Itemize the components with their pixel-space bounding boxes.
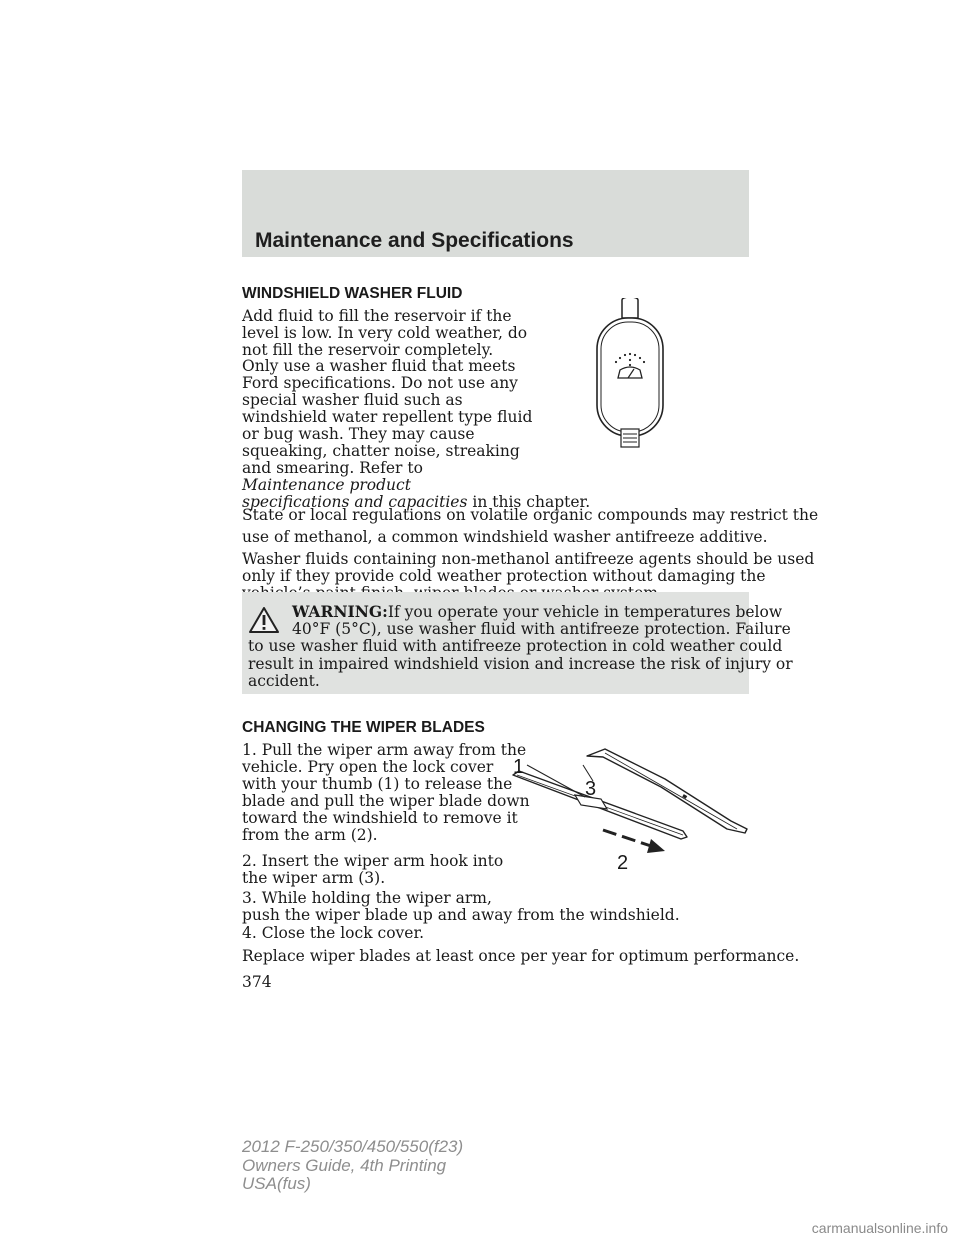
wiper-closing-text <box>242 948 799 965</box>
cross-reference-text: Maintenance product <box>242 476 411 494</box>
text-line: 1. Pull the wiper arm away from the <box>242 741 527 759</box>
text-line: accident. <box>248 671 320 690</box>
text-line: 40°F (5°C), use washer fluid with antifreeze protection. Failure <box>292 620 791 639</box>
text-line: with your thumb (1) to release the <box>242 775 513 793</box>
text-line: toward the windshield to remove it <box>242 809 518 827</box>
text-line: level is low. In very cold weather, do <box>242 324 528 342</box>
watermark: carmanualsonline.info <box>811 1220 948 1236</box>
text-line: only if they provide cold weather protection without damaging the <box>242 567 766 585</box>
wiper-step-4 <box>242 925 424 942</box>
footer-model-code: (f23) <box>428 1137 464 1156</box>
warning-text <box>248 602 793 690</box>
callout-1: 1 <box>513 756 525 778</box>
text-line: and smearing. Refer to <box>242 459 423 477</box>
text-line <box>248 602 783 621</box>
direction-arrow-icon <box>603 830 665 853</box>
text-line: or bug wash. They may cause <box>242 425 475 443</box>
warning-label: WARNING: <box>292 602 388 621</box>
cross-reference-text: specifications and capacities <box>242 493 468 511</box>
text-line: special washer fluid such as <box>242 391 463 409</box>
washer-para-3 <box>242 507 818 546</box>
text-line: push the wiper blade up and away from the windshield. <box>242 906 680 924</box>
text-line: vehicle. Pry open the lock cover <box>242 758 494 776</box>
wiper-step-1 <box>242 742 530 844</box>
text-line: 3. While holding the wiper arm, <box>242 889 492 907</box>
text-line: Only use a washer fluid that meets <box>242 357 516 375</box>
washer-para-2 <box>242 358 590 511</box>
text-fragment: in this chapter. <box>472 493 591 511</box>
callout-2: 2 <box>617 852 629 874</box>
text-line: not fill the reservoir completely. <box>242 341 494 359</box>
footer-line <box>242 1175 463 1194</box>
text-line: Ford specifications. Do not use any <box>242 374 518 392</box>
text-line: State or local regulations on volatile organic compounds may restrict the <box>242 506 819 524</box>
section-title: Maintenance and Specifications <box>255 229 574 252</box>
washer-para-1 <box>242 308 527 359</box>
footer-region: USA <box>242 1174 277 1193</box>
footer-model: 2012 F-250/350/450/550 <box>242 1137 429 1156</box>
wiper-blade-figure <box>505 745 755 875</box>
text-line: windshield water repellent type fluid <box>242 408 533 426</box>
washer-fluid-heading: WINDSHIELD WASHER FLUID <box>242 285 463 302</box>
footer-line: Owners Guide, 4th Printing <box>242 1155 447 1175</box>
text-line: 4. Close the lock cover. <box>242 924 425 942</box>
text-line: result in impaired windshield vision and increase the risk of injury or <box>248 654 793 673</box>
text-line: use of methanol, a common windshield washer antifreeze additive. <box>242 528 768 546</box>
washer-reservoir-figure <box>594 298 666 450</box>
footer-region-code: (fus) <box>276 1174 311 1193</box>
text-line: the wiper arm (3). <box>242 869 386 887</box>
text-line: to use washer fluid with antifreeze protection in cold weather could <box>248 637 783 656</box>
wiper-blades-heading: CHANGING THE WIPER BLADES <box>242 719 485 736</box>
text-line: Add fluid to fill the reservoir if the <box>242 307 512 325</box>
text-line: 2. Insert the wiper arm hook into <box>242 852 504 870</box>
document-footer <box>242 1138 463 1194</box>
wiper-step-2 <box>242 853 503 887</box>
text-line: Replace wiper blades at least once per year for optimum performance. <box>242 947 800 965</box>
text-line: from the arm (2). <box>242 826 378 844</box>
text-line: squeaking, chatter noise, streaking <box>242 442 520 460</box>
page-number: 374 <box>242 973 272 991</box>
text-fragment: If you operate your vehicle in temperatures below <box>387 603 783 621</box>
text-line: blade and pull the wiper blade down <box>242 792 530 810</box>
footer-line <box>242 1138 463 1157</box>
callout-3: 3 <box>585 778 597 800</box>
text-line: Washer fluids containing non-methanol antifreeze agents should be used <box>242 550 815 568</box>
wiper-step-3 <box>242 890 680 924</box>
